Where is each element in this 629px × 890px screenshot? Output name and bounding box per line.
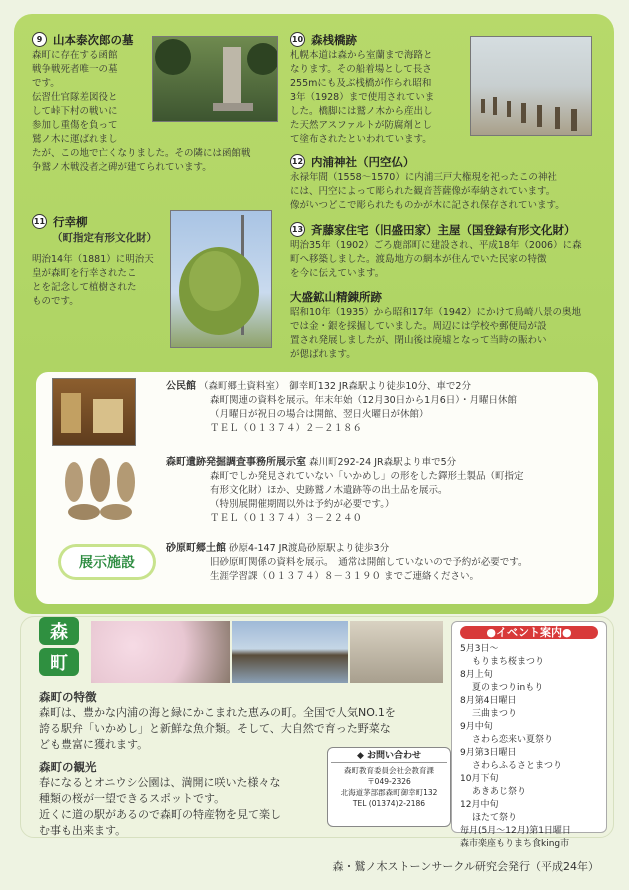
text-line: して峠下村の戦いに [32,106,118,117]
text-line: 森町は、豊かな内浦の海と緑にかこまれた恵みの町。全国で人気NO.1を [39,706,396,719]
text-line: 近くに道の駅があるので森町の特産物を見て楽し [39,808,281,821]
text-line: 〒049-2326 [367,777,411,786]
event-date: 9月第3日曜日 [460,748,517,758]
phone-number: 生涯学習課（０１３７４）８－３１９０ までご連絡ください。 [210,571,480,582]
pier-photo [470,36,592,136]
text-line: 明治14年（1881）に明治天 [32,254,154,265]
event-name: ほたて祭り [472,813,518,823]
text-line: 誇る駅弁「いかめし」と新鮮な魚介類。そして、大自然で育った野菜な [39,722,391,735]
kominkan-info [166,380,586,436]
text-line: には、円空によって彫られた観音菩薩像が奉納されています。 [290,186,556,197]
pottery-photo [50,454,150,526]
text-line: 北海道茅部郡森町御幸町132 [340,788,438,797]
section-title: 森町の特徴 [39,690,97,704]
entry-number: 12 [290,154,305,169]
text-line: が偲ばれます。 [290,349,356,360]
text-line: て塗布されたといわれています。 [290,134,432,145]
mori-town-panel [20,616,614,849]
event-name: もりまち桜まつり [472,657,545,667]
text-line: ものです。 [32,296,79,307]
phone-number: ＴＥＬ（０１３７４）２－２１８６ [210,423,363,434]
text-line: では金・銀を採掘していました。周辺には学校や郵便局が設 [290,321,547,332]
text-line: 戦争戦死者唯一の墓 [32,64,118,75]
facility-title: 森町遺跡発掘調査事務所展示室 [166,457,306,468]
text-line: （特別展開催期間以外は予約が必要です。） [210,499,395,510]
text-line: とを記念して植樹された [32,282,137,293]
text-line: 255mにも及ぶ桟橋が作られ昭和 [290,78,432,89]
publisher-footer: 森・鷲ノ木ストーンサークル研究会発行（平成24年） [332,860,599,873]
exhibit-badge: 展示施設 [58,544,156,580]
entry-12 [290,154,600,213]
text-line: 置され発展しましたが、閉山後は廃墟となって当時の賑わい [290,335,547,346]
mori-town-badge [39,617,83,681]
entry-11 [32,214,172,309]
text-line: です。 [32,78,60,89]
event-guide-title: ●イベント案内● [460,626,598,639]
text-line: した。橋脚には鷲ノ木から産出し [290,106,433,117]
text-line: 昭和10年（1935）から昭和17年（1942）にかけて鳥崎八景の奥地 [290,307,582,318]
event-date: 5月3日～ [460,644,499,654]
text-line: （森町郷土資料室） 御幸町132 JR森駅より徒歩10分、車で2分 [199,381,471,392]
entry-title: 斉藤家住宅（旧盛田家）主屋（国登録有形文化財） [311,222,576,237]
event-name: 夏のまつりinもり [472,683,544,693]
text-line: （月曜日が祝日の場合は開館、翌日火曜日が休館） [210,409,429,420]
facility-title: 公民館 [166,381,196,392]
text-line: 参加し重傷を負って [32,120,118,131]
exhibit-facilities [36,372,598,604]
text-line: 像がいつどこで彫られたものかが木に記され保存されています。 [290,200,565,211]
event-date: 8月第4日曜日 [460,696,517,706]
text-line: たが、この地で亡くなりました。その隣には函館戦 [32,148,251,159]
entry-10 [290,32,470,147]
text-line: 森町でしか発見されていない「いかめし」の形をした鐸形土製品（町指定 [210,471,524,482]
entry-13 [290,222,600,281]
entry-title: 行幸柳 [53,214,88,229]
text-line: 札幌本道は森から室蘭まで海路と [290,50,433,61]
entry-title: 大盛鉱山精錬所跡 [290,290,382,304]
entry-number: 11 [32,214,47,229]
text-line: 森町に存在する函館 [32,50,118,61]
entry-number: 9 [32,32,47,47]
text-line: を今に伝えています。 [290,268,385,279]
cherry-blossom-photo [91,621,230,683]
phone-number: TEL (01374)2-2186 [352,799,426,808]
text-line: 3年（1928）まで使用されていま [290,92,435,103]
section-title: 森町の観光 [39,760,97,774]
event-name: 三曲まつり [472,709,518,719]
entry-number: 10 [290,32,305,47]
text-line: なります。その船着場として長さ [290,64,432,75]
text-line: 砂原4-147 JR渡島砂原駅より徒歩3分 [229,543,390,554]
event-date: 10月下旬 [460,774,499,784]
text-line: 森町関連の資料を展示。年末年始（12月30日から1月6日）・月曜日休館 [210,395,518,406]
event-date: 8月上旬 [460,670,493,680]
entry-title: 山本泰次郎の墓 [53,32,134,47]
facility-title: 砂原町郷土館 [166,543,226,554]
sawara-museum-info [166,542,586,584]
event-list [460,643,598,851]
text-line: 旧砂原町関係の資料を展示。 通常は開館していないので予約が必要です。 [210,557,528,568]
entry-title: 森桟橋跡 [311,32,357,47]
event-guide [451,621,607,849]
text-line: 永禄年間（1558～1570）に内浦三戸大権現を祀ったこの神社 [290,172,557,183]
text-line: 皇が森町を行幸されたこ [32,268,137,279]
event-date: 12月中旬 [460,800,499,810]
text-line: 争鷲ノ木戦没者之碑が建てられています。 [32,162,212,173]
text-line: む事も出来ます。 [39,824,127,837]
text-line: 町へ移築しました。渡島地方の網本が住んでいた民家の特徴 [290,254,547,265]
badge-char: 町 [39,648,79,676]
mountain-photo [232,621,348,683]
text-line: 鷲ノ木に運ばれまし [32,134,118,145]
event-name: さわら恋来い夏祭り [472,735,554,745]
event-monthly-name: 森市楽座もりまち食king市 [460,839,570,849]
text-line: 森町教育委員会社会教育課 [344,766,434,775]
text-line: 有形文化財）ほか、史跡鷲ノ木遺跡等の出土品を展示。 [210,485,448,496]
town-photo-strip [91,621,443,683]
entry-mine [290,290,600,362]
excavation-office-info [166,456,586,526]
museum-interior-photo [350,621,443,683]
event-name: あきあじ祭り [472,787,527,797]
event-date: 9月中旬 [460,722,493,732]
willow-photo [170,210,272,348]
text-line: 森川町292-24 JR森駅より車で5分 [309,457,457,468]
phone-number: ＴＥＬ（０１３７４）３－２２４０ [210,513,363,524]
museum-photo [52,378,136,446]
entry-number: 13 [290,222,305,237]
text-line: ども豊富に獲れます。 [39,738,149,751]
text-line: 種類の桜が一望できるスポットです。 [39,792,226,805]
entry-subtitle: （町指定有形文化財） [52,232,157,244]
entry-9 [32,32,302,175]
text-line: 春になるとオニウシ公園は、満開に咲いた様々な [39,776,281,789]
event-monthly: 毎月(5月～12月)第1日曜日 [460,826,571,836]
contact-box [327,747,451,827]
text-line: た天然アスファルトが防腐剤とし [290,120,432,131]
text-line: 明治35年（1902）ごろ鹿部町に建設され、平成18年（2006）に森 [290,240,582,251]
event-name: さわらふるさとまつり [472,761,563,771]
badge-char: 森 [39,617,79,645]
text-line: 伝習仕官隊差図役と [32,92,118,103]
entry-title: 内浦神社（円空仏） [311,154,415,169]
contact-title: ◆ お問い合わせ [331,751,447,763]
